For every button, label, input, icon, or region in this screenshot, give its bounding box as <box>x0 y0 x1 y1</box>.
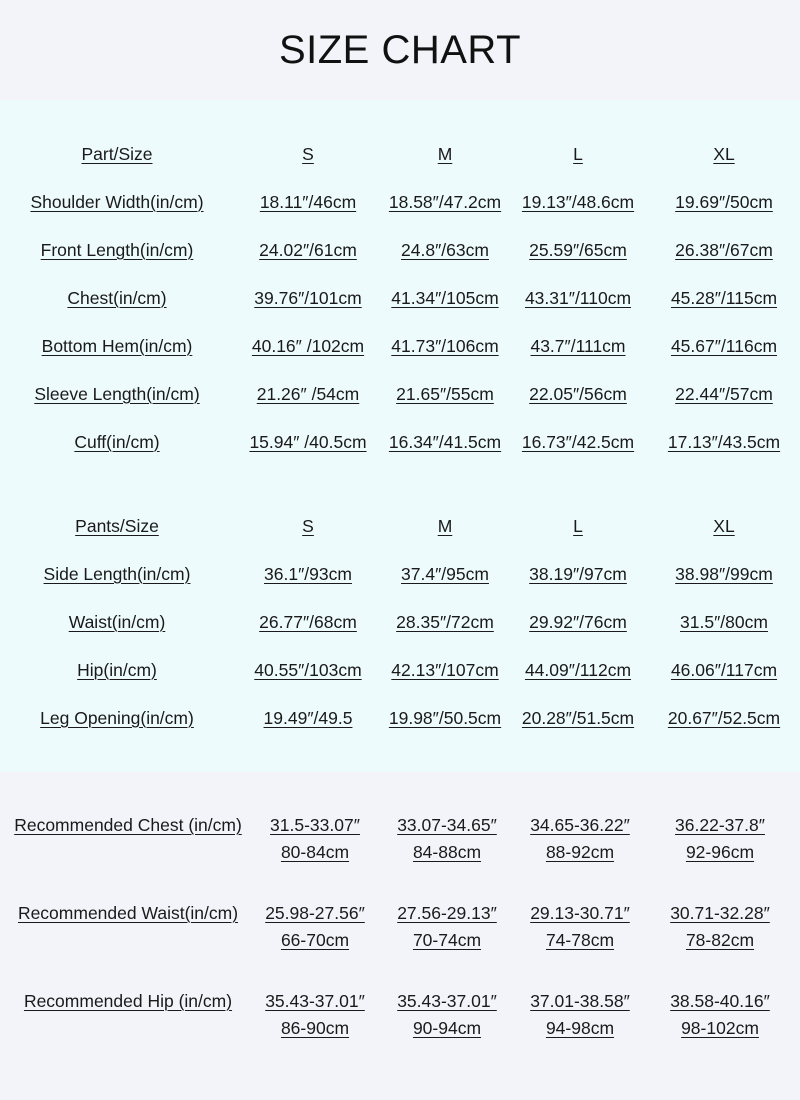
size-value: 16.73″/42.5cm <box>521 431 635 452</box>
recommended-cm: 86-90cm <box>280 1018 350 1038</box>
recommended-row <box>0 988 800 1076</box>
size-value-cell <box>234 322 382 370</box>
size-value-cell <box>234 418 382 466</box>
row-label: Pants/Size <box>75 515 159 536</box>
size-value-cell <box>234 598 382 646</box>
recommended-inches: 37.01-38.58″ <box>530 991 630 1011</box>
recommended-inches: 25.98-27.56″ <box>265 903 365 923</box>
size-value-cell <box>382 502 508 550</box>
table-row <box>0 322 800 370</box>
size-value: 44.09″/112cm <box>524 659 632 680</box>
size-value: 22.44″/57cm <box>675 383 773 404</box>
row-label-cell <box>0 130 234 178</box>
size-value-cell <box>382 646 508 694</box>
row-label-cell <box>0 418 234 466</box>
size-value-cell <box>234 502 382 550</box>
recommended-value-cell <box>374 812 520 900</box>
size-value-cell <box>648 502 800 550</box>
pants-size-table <box>0 502 800 742</box>
size-value: 45.67″/116cm <box>670 335 778 356</box>
size-value: XL <box>713 143 735 164</box>
size-value: L <box>573 515 583 536</box>
size-value: 19.49″/49.5 <box>263 707 353 728</box>
size-value-cell <box>382 274 508 322</box>
recommended-inches: 36.22-37.8″ <box>675 815 765 835</box>
size-value: 36.1″/93cm <box>264 563 352 584</box>
row-label-cell <box>0 370 234 418</box>
size-value-cell <box>508 274 648 322</box>
size-value: S <box>302 143 314 164</box>
recommended-cm: 66-70cm <box>280 930 350 950</box>
table-row <box>0 418 800 466</box>
recommended-label: Recommended Hip (in/cm) <box>23 991 233 1011</box>
size-value: 21.65″/55cm <box>396 383 494 404</box>
size-value: 15.94″ /40.5cm <box>249 431 367 452</box>
recommended-label-cell <box>0 988 256 1076</box>
row-label-cell <box>0 646 234 694</box>
size-value-cell <box>648 694 800 742</box>
size-value: L <box>573 143 583 164</box>
recommended-cm: 78-82cm <box>685 930 755 950</box>
recommended-cm: 70-74cm <box>412 930 482 950</box>
recommended-value-cell <box>374 900 520 988</box>
recommended-label-cell <box>0 900 256 988</box>
size-value: 40.16″ /102cm <box>251 335 365 356</box>
recommended-label: Recommended Waist(in/cm) <box>17 903 239 923</box>
size-value-cell <box>508 550 648 598</box>
size-value: 29.92″/76cm <box>529 611 627 632</box>
size-value: 31.5″/80cm <box>680 611 768 632</box>
recommended-value-cell <box>374 988 520 1076</box>
recommended-section <box>0 772 800 1076</box>
size-value: 19.69″/50cm <box>675 191 773 212</box>
recommended-row <box>0 812 800 900</box>
size-value: 26.77″/68cm <box>259 611 357 632</box>
recommended-cm: 98-102cm <box>681 1018 759 1038</box>
size-value: 41.34″/105cm <box>391 287 499 308</box>
size-value: 46.06″/117cm <box>670 659 778 680</box>
size-value-cell <box>508 418 648 466</box>
size-value-cell <box>648 274 800 322</box>
recommended-label-cell <box>0 812 256 900</box>
row-label: Front Length(in/cm) <box>40 239 194 260</box>
size-value-cell <box>382 598 508 646</box>
size-value-cell <box>234 370 382 418</box>
size-value: 39.76″/101cm <box>254 287 362 308</box>
row-label: Side Length(in/cm) <box>43 563 191 584</box>
top-size-table <box>0 130 800 466</box>
size-value-cell <box>234 646 382 694</box>
row-label: Waist(in/cm) <box>68 611 166 632</box>
size-value-cell <box>648 598 800 646</box>
row-label: Leg Opening(in/cm) <box>40 707 194 728</box>
size-value-cell <box>234 178 382 226</box>
size-value: 40.55″/103cm <box>254 659 362 680</box>
size-value-cell <box>648 322 800 370</box>
row-label-cell <box>0 694 234 742</box>
size-value: 19.13″/48.6cm <box>521 191 635 212</box>
size-value-cell <box>508 694 648 742</box>
row-label: Sleeve Length(in/cm) <box>34 383 200 404</box>
table-row <box>0 694 800 742</box>
size-value: 42.13″/107cm <box>391 659 499 680</box>
table-row <box>0 274 800 322</box>
table-row <box>0 550 800 598</box>
size-value-cell <box>648 226 800 274</box>
size-value: 45.28″/115cm <box>670 287 778 308</box>
table-row <box>0 178 800 226</box>
recommended-label: Recommended Chest (in/cm) <box>14 815 242 835</box>
recommended-inches: 30.71-32.28″ <box>670 903 770 923</box>
table-row <box>0 226 800 274</box>
recommended-value-cell <box>520 900 640 988</box>
size-value-cell <box>508 646 648 694</box>
row-label-cell <box>0 226 234 274</box>
size-value: 21.26″ /54cm <box>256 383 360 404</box>
recommended-table <box>0 812 800 1076</box>
size-value-cell <box>508 130 648 178</box>
recommended-inches: 35.43-37.01″ <box>265 991 365 1011</box>
recommended-inches: 27.56-29.13″ <box>397 903 497 923</box>
recommended-inches: 34.65-36.22″ <box>530 815 630 835</box>
recommended-value-cell <box>520 988 640 1076</box>
recommended-value-cell <box>256 812 374 900</box>
recommended-inches: 31.5-33.07″ <box>270 815 360 835</box>
size-value: 19.98″/50.5cm <box>388 707 502 728</box>
page-title: SIZE CHART <box>278 27 522 72</box>
size-value-cell <box>382 130 508 178</box>
recommended-cm: 90-94cm <box>412 1018 482 1038</box>
recommended-value-cell <box>640 900 800 988</box>
recommended-value-cell <box>640 812 800 900</box>
recommended-cm: 80-84cm <box>280 842 350 862</box>
size-value: M <box>437 143 453 164</box>
size-value: 43.31″/110cm <box>524 287 632 308</box>
row-label: Shoulder Width(in/cm) <box>30 191 204 212</box>
recommended-row <box>0 900 800 988</box>
size-value-cell <box>382 550 508 598</box>
size-value-cell <box>508 322 648 370</box>
size-value-cell <box>382 694 508 742</box>
recommended-cm: 88-92cm <box>545 842 615 862</box>
recommended-value-cell <box>520 812 640 900</box>
table-row <box>0 598 800 646</box>
size-value-cell <box>382 226 508 274</box>
recommended-inches: 38.58-40.16″ <box>670 991 770 1011</box>
size-value-cell <box>648 550 800 598</box>
row-label-cell <box>0 178 234 226</box>
size-value-cell <box>648 370 800 418</box>
row-label-cell <box>0 550 234 598</box>
row-label: Bottom Hem(in/cm) <box>41 335 193 356</box>
size-value-cell <box>508 502 648 550</box>
size-value-cell <box>648 178 800 226</box>
size-value: 20.28″/51.5cm <box>521 707 635 728</box>
size-value: 43.7″/111cm <box>530 335 626 356</box>
size-value: 41.73″/106cm <box>391 335 499 356</box>
pants-size-section <box>0 488 800 772</box>
size-value: 38.98″/99cm <box>675 563 773 584</box>
size-value-cell <box>648 418 800 466</box>
table-row <box>0 646 800 694</box>
size-value-cell <box>382 370 508 418</box>
size-value: 26.38″/67cm <box>675 239 773 260</box>
size-value-cell <box>508 370 648 418</box>
row-label: Chest(in/cm) <box>67 287 167 308</box>
size-value-cell <box>648 646 800 694</box>
recommended-inches: 33.07-34.65″ <box>397 815 497 835</box>
recommended-cm: 94-98cm <box>545 1018 615 1038</box>
size-value: 25.59″/65cm <box>529 239 627 260</box>
row-label: Part/Size <box>81 143 153 164</box>
size-value-cell <box>382 322 508 370</box>
size-value-cell <box>508 178 648 226</box>
recommended-value-cell <box>640 988 800 1076</box>
size-value: 37.4″/95cm <box>401 563 489 584</box>
size-value-cell <box>234 226 382 274</box>
size-value: 18.11″/46cm <box>259 191 357 212</box>
size-value-cell <box>648 130 800 178</box>
size-value: 38.19″/97cm <box>529 563 627 584</box>
table-row <box>0 370 800 418</box>
size-value-cell <box>234 550 382 598</box>
row-label-cell <box>0 502 234 550</box>
recommended-cm: 74-78cm <box>545 930 615 950</box>
recommended-inches: 35.43-37.01″ <box>397 991 497 1011</box>
size-value: XL <box>713 515 735 536</box>
row-label: Cuff(in/cm) <box>74 431 160 452</box>
size-value: 24.02″/61cm <box>259 239 357 260</box>
size-value-cell <box>508 226 648 274</box>
table-header-row <box>0 502 800 550</box>
size-value: 16.34″/41.5cm <box>388 431 502 452</box>
size-value: S <box>302 515 314 536</box>
size-value: 28.35″/72cm <box>396 611 494 632</box>
size-value: 17.13″/43.5cm <box>667 431 781 452</box>
recommended-cm: 84-88cm <box>412 842 482 862</box>
row-label-cell <box>0 598 234 646</box>
size-value: 24.8″/63cm <box>401 239 489 260</box>
row-label: Hip(in/cm) <box>77 659 157 680</box>
recommended-inches: 29.13-30.71″ <box>530 903 630 923</box>
size-value: 22.05″/56cm <box>529 383 627 404</box>
size-value-cell <box>382 178 508 226</box>
size-value: M <box>437 515 453 536</box>
recommended-value-cell <box>256 900 374 988</box>
size-value: 18.58″/47.2cm <box>388 191 502 212</box>
size-value-cell <box>234 694 382 742</box>
recommended-value-cell <box>256 988 374 1076</box>
row-label-cell <box>0 274 234 322</box>
top-size-section <box>0 100 800 488</box>
size-value: 20.67″/52.5cm <box>667 707 781 728</box>
table-header-row <box>0 130 800 178</box>
recommended-cm: 92-96cm <box>685 842 755 862</box>
size-value-cell <box>382 418 508 466</box>
row-label-cell <box>0 322 234 370</box>
size-value-cell <box>234 274 382 322</box>
size-value-cell <box>508 598 648 646</box>
size-value-cell <box>234 130 382 178</box>
